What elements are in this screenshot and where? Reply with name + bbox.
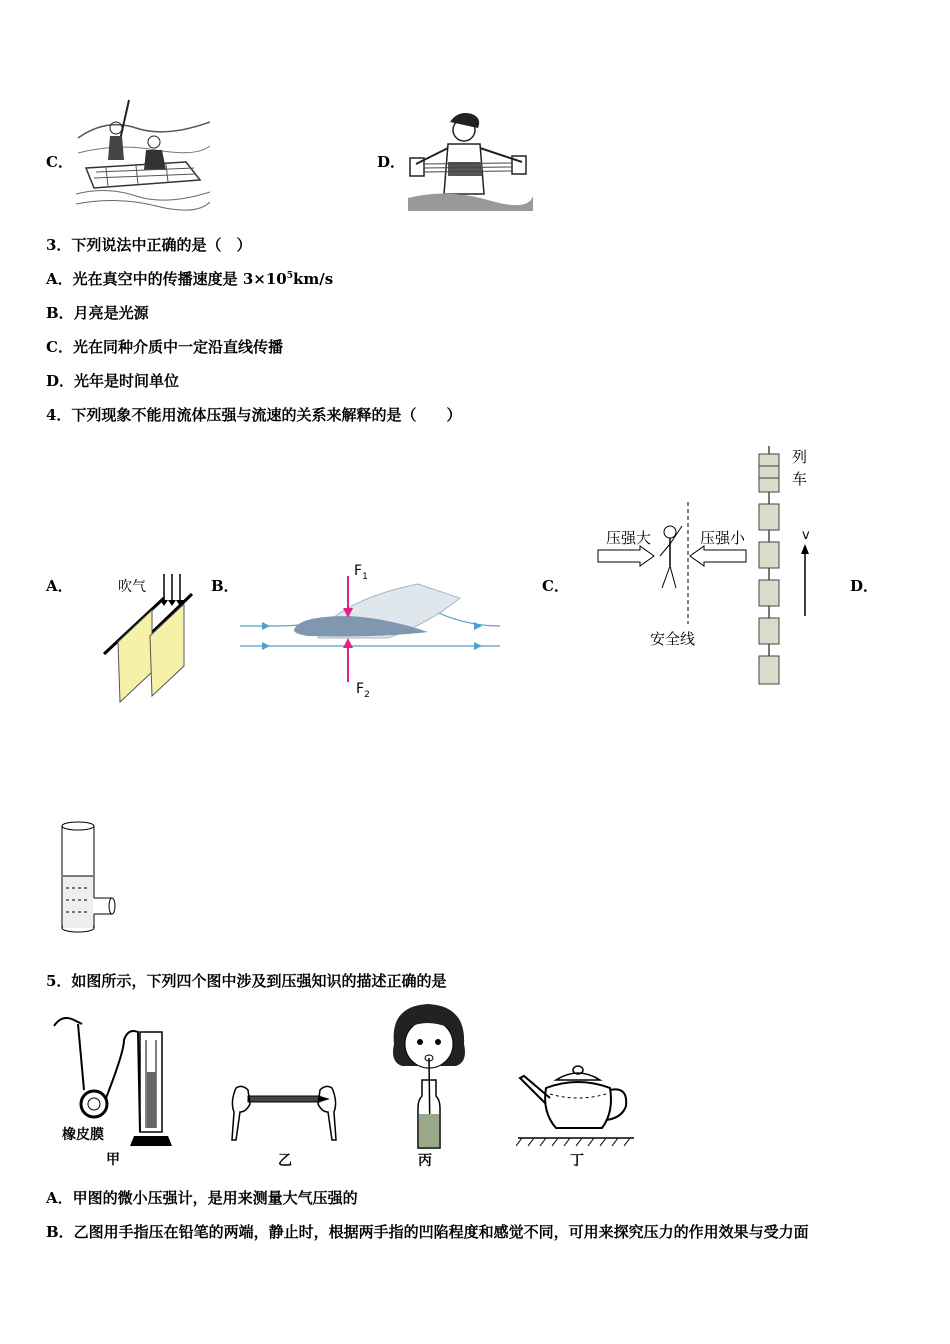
teapot-figure [516, 1058, 636, 1154]
train-platform-figure [596, 446, 826, 690]
q5-stem: 5．如图所示，下列四个图中涉及到压强知识的描述正确的是 [46, 972, 447, 990]
q4-stem: 4．下列现象不能用流体压强与流速的关系来解释的是（ ） [46, 406, 462, 424]
q4-option-c-label: C． [542, 577, 569, 595]
q5-option-b: B．乙图用手指压在铅笔的两端，静止时，根据两手指的凹陷程度和感觉不同，可用来探究压力的作用效果与受力面 [46, 1223, 809, 1241]
fingers-pressing-pencil-figure [228, 1082, 340, 1142]
airfoil-lift-figure [238, 560, 502, 700]
force-f1-label: $F_1$ [354, 563, 368, 582]
raft-rowing-figure [76, 98, 210, 212]
q3-option-c: C．光在同种介质中一定沿直线传播 [46, 338, 283, 356]
q3-option-d: D．光年是时间单位 [46, 372, 180, 390]
figure-yi-label: 乙 [278, 1153, 292, 1169]
blowing-between-papers-figure [100, 572, 200, 706]
q3-stem: 3．下列说法中正确的是（ ） [46, 236, 252, 254]
option-d-label: D． [377, 153, 406, 171]
q4-option-b-label: B． [211, 577, 239, 595]
option-c-label: C． [46, 153, 73, 171]
force-f2-label: $F_2$ [356, 681, 370, 700]
figure-ding-label: 丁 [570, 1153, 584, 1169]
small-pressure-label: 压强小 [700, 529, 746, 547]
boy-chest-expander-figure [408, 108, 533, 211]
figure-jia-label: 甲 [106, 1152, 120, 1168]
q5-option-a: A．甲图的微小压强计，是用来测量大气压强的 [46, 1189, 358, 1207]
water-column-side-tube-figure [54, 820, 120, 938]
big-pressure-label: 压强大 [606, 529, 652, 547]
figure-bing-label: 丙 [418, 1153, 432, 1169]
train-label-1: 列 [792, 448, 808, 466]
q4-option-d-label: D． [850, 577, 879, 595]
blow-label: 吹气 [118, 579, 146, 595]
velocity-label: v [802, 528, 810, 543]
girl-drinking-straw-figure [386, 1000, 472, 1152]
rubber-membrane-label: 橡皮膜 [62, 1127, 104, 1143]
train-label-2: 车 [792, 470, 808, 488]
q4-option-a-label: A． [46, 577, 73, 595]
q3-option-a: A．光在真空中的传播速度是 $3\times 10^5km/s$ [46, 270, 334, 288]
q3-option-b: B．月亮是光源 [46, 304, 149, 322]
safety-line-label: 安全线 [650, 630, 696, 648]
